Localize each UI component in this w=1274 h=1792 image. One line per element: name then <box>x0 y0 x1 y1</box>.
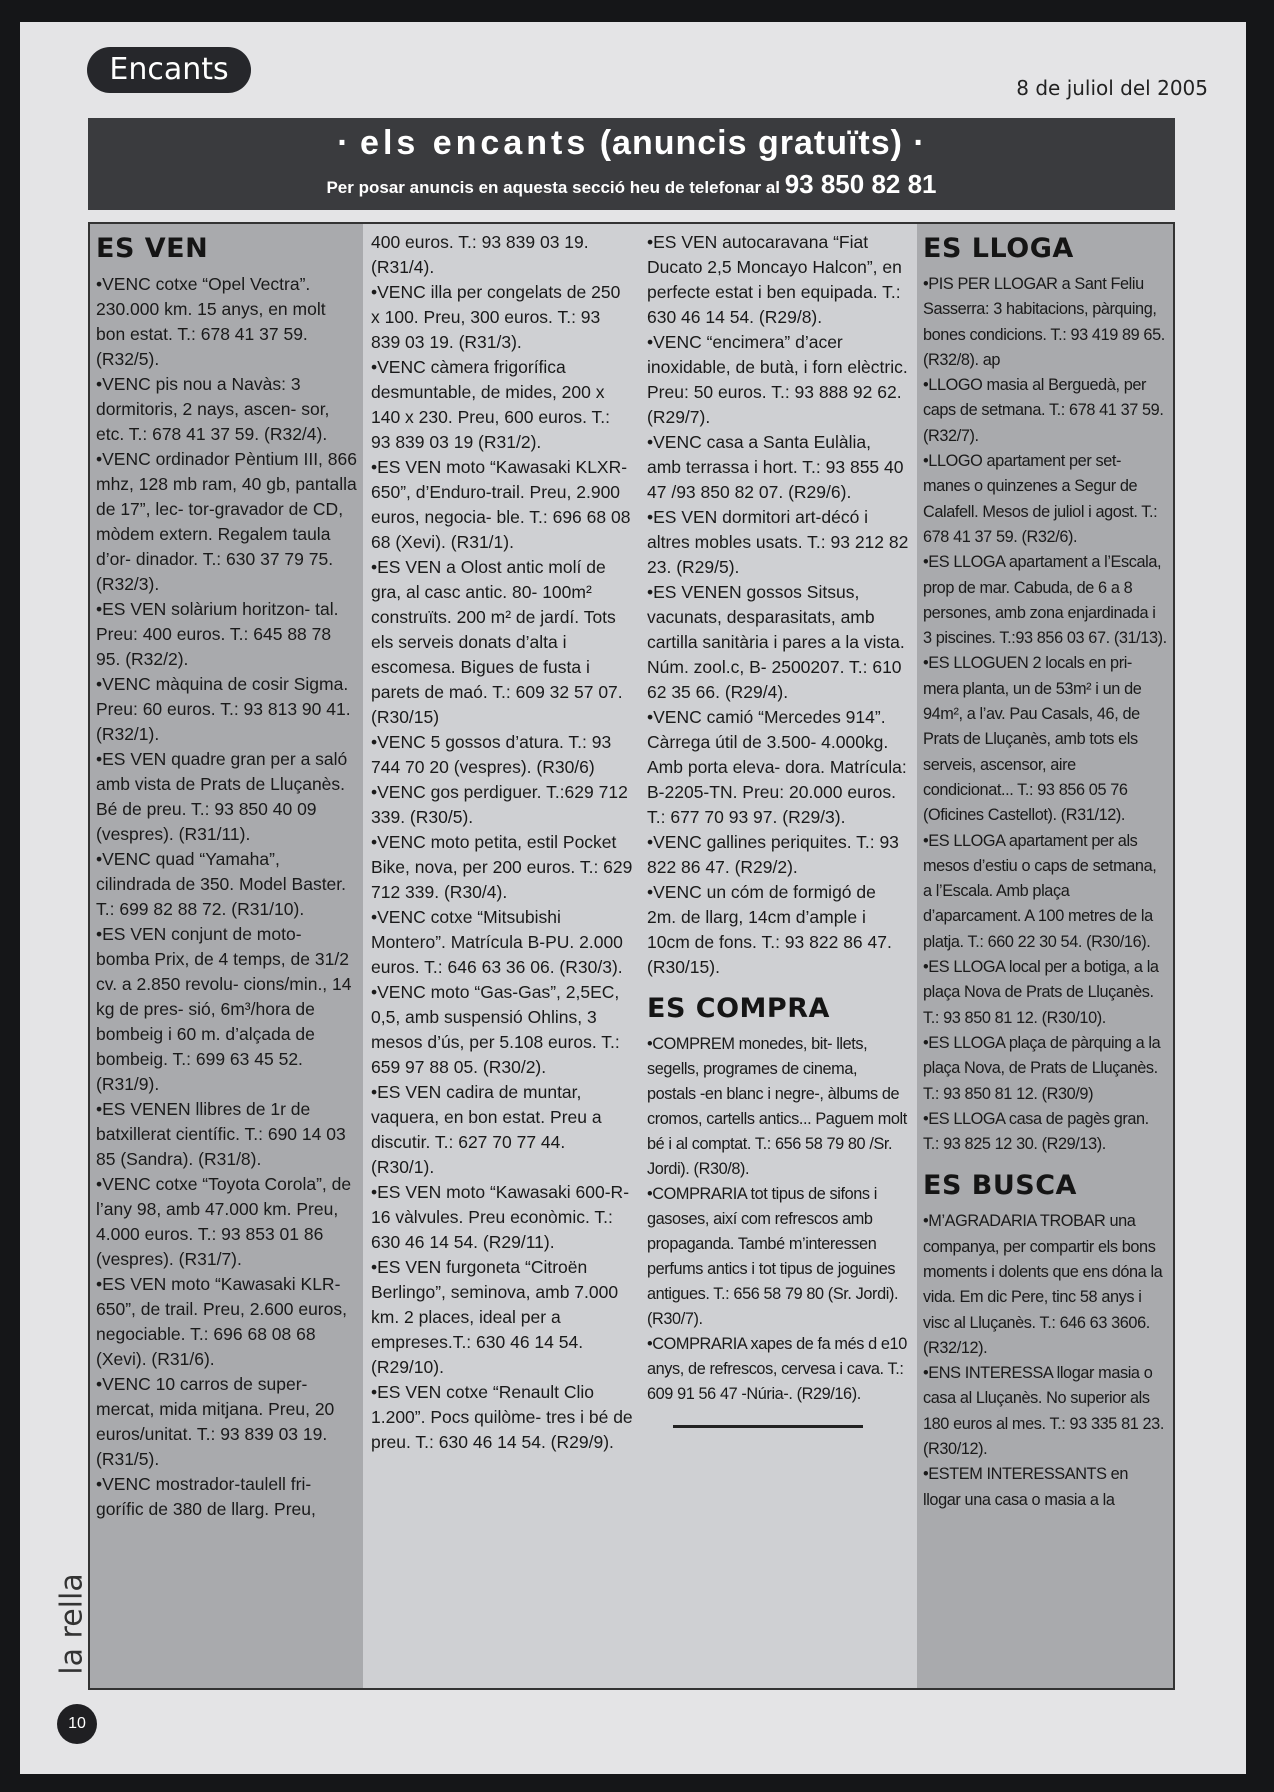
classified-ad: •ES LLOGA apartament per als mesos d’estiu o caps de setmana, a l’Escala. Amb plaça d’aparcament. A 100 metres de la platja. T.: 660 22 30 54. (R30/16). <box>923 831 1157 951</box>
classified-ad: •VENC gos perdiguer. T.:629 712 339. (R30/5). <box>371 782 628 827</box>
ads-list-busca <box>923 1209 1167 1513</box>
classified-ad: •LLOGO masia al Berguedà, per caps de setmana. T.: 678 41 37 59. (R32/7). <box>923 376 1164 445</box>
column-2 <box>365 224 639 1688</box>
classified-ad: •VENC màquina de cosir Sigma. Preu: 60 euros. T.: 93 813 90 41. (R32/1). <box>96 674 351 744</box>
classified-ad: •COMPRARIA xapes de fa més d e10 anys, de refrescos, cervesa i cava. T.: 609 91 56 47 -Núria-. (R29/16). <box>647 1335 907 1403</box>
classified-ad: •ES LLOGUEN 2 locals en pri- mera planta, un de 53m² i un de 94m², a l’av. Pau Casals, 46, de Prats de Lluçanès, amb tots els serveis, ascensor, aire condicionat... T.: 93 856 05 76 (Oficines Castellot). (R31/12). <box>923 654 1142 825</box>
classified-ad: •VENC gallines periquites. T.: 93 822 86 47. (R29/2). <box>647 832 899 877</box>
classified-ad: •ES VEN cadira de muntar, vaquera, en bon estat. Preu a discutir. T.: 627 70 77 44. (R30/1). <box>371 1082 602 1177</box>
banner-title-prefix: · <box>337 124 361 162</box>
classified-ad: •ES VEN moto “Kawasaki 600-R-16 vàlvules. Preu econòmic. T.: 630 46 14 54. (R29/11). <box>371 1182 630 1252</box>
classified-ad: •ES VEN autocaravana “Fiat Ducato 2,5 Moncayo Halcon”, en perfecte estat i ben equipada. T.: 630 46 14 54. (R29/8). <box>647 232 902 327</box>
classified-ad: •VENC 5 gossos d’atura. T.: 93 744 70 20 (vespres). (R30/6) <box>371 732 612 777</box>
classified-ad: •VENC ordinador Pèntium III, 866 mhz, 128 mb ram, 40 gb, pantalla de 17”, lec- tor-gravador de CD, mòdem extern. Regalem taula d’or- dinador. T.: 630 37 79 75. (R32/3). <box>96 449 357 594</box>
ads-list-col1 <box>96 272 357 1522</box>
classified-ad: •VENC illa per congelats de 250 x 100. Preu, 300 euros. T.: 93 839 03 19. (R31/3). <box>371 282 621 352</box>
classified-ad: •VENC camió “Mercedes 914”. Càrrega útil de 3.500- 4.000kg. Amb porta eleva- dora. Matrícula: B-2205-TN. Preu: 20.000 euros. T.: 677 70 93 97. (R29/3). <box>647 707 907 827</box>
classified-ad: 400 euros. T.: 93 839 03 19. (R31/4). <box>371 232 589 277</box>
classified-ad: •VENC moto “Gas-Gas”, 2,5EC, 0,5, amb suspensió Ohlins, 3 mesos d’ús, per 5.108 euros. T.: 659 97 88 05. (R30/2). <box>371 982 620 1077</box>
banner-subtitle-text: Per posar anuncis en aquesta secció heu de telefonar al <box>326 178 785 197</box>
column-4 <box>917 224 1173 1688</box>
section-heading-es-lloga: ES LLOGA <box>923 233 1074 264</box>
classified-ad: •ESTEM INTERESSANTS en llogar una casa o masia a la <box>923 1465 1128 1509</box>
section-heading-es-busca: ES BUSCA <box>923 1170 1077 1202</box>
side-label-text: la rella <box>54 1573 90 1675</box>
classified-ad: •ES LLOGA casa de pagès gran. T.: 93 825 12 30. (R29/13). <box>923 1109 1149 1154</box>
classified-ad: •ES VENEN llibres de 1r de batxillerat científic. T.: 690 14 03 85 (Sandra). (R31/8). <box>96 1099 346 1169</box>
classified-ad: •ES VEN moto “Kawasaki KLXR-650”, d’Enduro-trail. Preu, 2.900 euros, negocia- ble. T.: 696 68 08 68 (Xevi). (R31/1). <box>371 457 631 552</box>
banner-phone: 93 850 82 81 <box>784 169 937 199</box>
column-end-rule <box>673 1425 863 1428</box>
classified-ad: •VENC casa a Santa Eulàlia, amb terrassa i hort. T.: 93 855 40 47 /93 850 82 07. (R29/6). <box>647 432 904 502</box>
banner-title-rest: (anuncis gratuïts) · <box>589 124 926 162</box>
side-label <box>52 1573 92 1675</box>
classified-ad: •VENC quad “Yamaha”, cilindrada de 350. Model Baster. T.: 699 82 88 72. (R31/10). <box>96 849 347 919</box>
classified-ad: •ES VEN quadre gran per a saló amb vista de Prats de Lluçanès. Bé de preu. T.: 93 850 40 09 (vespres). (R31/11). <box>96 749 348 844</box>
section-tab: Encants <box>87 47 251 93</box>
classified-ad: •VENC mostrador-taulell fri- gorífic de 380 de llarg. Preu, <box>96 1474 316 1519</box>
ads-list-col3 <box>647 230 909 980</box>
classified-ad: •VENC 10 carros de super- mercat, mida mitjana. Preu, 20 euros/unitat. T.: 93 839 03 19. (R31/5). <box>96 1374 335 1469</box>
banner-title-spaced: els encants <box>360 124 590 162</box>
classified-ad: •ES VEN a Olost antic molí de gra, al casc antic. 80- 100m² construïts. 200 m² de jardí. Tots els serveis donats d’alta i escomesa. Bigues de fusta i parets de maó. T.: 609 32 57 07. (R30/15) <box>371 557 623 727</box>
classified-ad: •ES VEN moto “Kawasaki KLR-650”, de trail. Preu, 2.600 euros, negociable. T.: 696 68 08 68 (Xevi). (R31/6). <box>96 1274 347 1369</box>
classified-ad: •VENC un cóm de formigó de 2m. de llarg, 14cm d’ample i 10cm de fons. T.: 93 822 86 47. (R30/15). <box>647 882 892 977</box>
classified-ad: •VENC cotxe “Toyota Corola”, de l’any 98, amb 47.000 km. Preu, 4.000 euros. T.: 93 853 01 86 (vespres). (R31/7). <box>96 1174 352 1269</box>
ads-list-compra <box>647 1032 909 1407</box>
issue-date: 8 de juliol del 2005 <box>1016 76 1208 100</box>
classified-ad: •VENC moto petita, estil Pocket Bike, nova, per 200 euros. T.: 629 712 339. (R30/4). <box>371 832 633 902</box>
classified-ad: •ES LLOGA plaça de pàrquing a la plaça Nova, de Prats de Lluçanès. T.: 93 850 81 12. (R30/9) <box>923 1033 1161 1103</box>
banner-title <box>88 124 1175 163</box>
section-heading-es-ven: ES VEN <box>96 233 209 264</box>
classified-ad: •VENC càmera frigorífica desmuntable, de mides, 200 x 140 x 230. Preu, 600 euros. T.: 93 839 03 19 (R31/2). <box>371 357 611 452</box>
classified-ad: •ES VENEN gossos Sitsus, vacunats, desparasitats, amb cartilla sanitària i pares a la vista. Núm. zool.c, B- 2500207. T.: 610 62 35 66. (R29/4). <box>647 582 905 702</box>
classified-ad: •COMPREM monedes, bit- llets, segells, programes de cinema, postals -en blanc i negre-, àlbums de cromos, cartells antics... Paguem molt bé i al comptat. T.: 656 58 79 80 /Sr. Jordi). (R30/8). <box>647 1035 907 1178</box>
classified-ad: •ES VEN conjunt de moto- bomba Prix, de 4 temps, de 31/2 cv. a 2.850 revolu- cions/min., 14 kg de pres- sió, 6m³/hora de bombeig i 60 m. d’alçada de bombeig. T.: 699 63 45 52. (R31/9). <box>96 924 352 1094</box>
classified-ad: •ES VEN furgoneta “Citroën Berlingo”, seminova, amb 7.000 km. 2 places, ideal per a empreses.T.: 630 46 14 54. (R29/10). <box>371 1257 619 1377</box>
classifieds-box <box>88 222 1175 1690</box>
classified-ad: •ES VEN cotxe “Renault Clio 1.200”. Pocs quilòme- tres i bé de preu. T.: 630 46 14 54. (R29/9). <box>371 1382 633 1452</box>
banner-subtitle <box>88 169 1175 200</box>
classifieds-banner <box>88 118 1175 210</box>
classified-ad: •VENC “encimera” d’acer inoxidable, de butà, i forn elèctric. Preu: 50 euros. T.: 93 888 92 62.(R29/7). <box>647 332 908 427</box>
column-3 <box>641 224 915 1688</box>
classified-ad: •ENS INTERESSA llogar masia o casa al Lluçanès. No superior als 180 euros al mes. T.: 93 335 81 23. (R30/12). <box>923 1364 1164 1459</box>
column-1 <box>90 224 363 1688</box>
ads-list-col2 <box>371 230 633 1455</box>
ads-list-lloga <box>923 272 1167 1157</box>
classified-ad: •COMPRARIA tot tipus de sifons i gasoses, així com refrescos amb propaganda. També m’interessen perfums antics i tot tipus de joguines antigues. T.: 656 58 79 80 (Sr. Jordi). (R30/7). <box>647 1185 899 1328</box>
page-number: 10 <box>57 1704 97 1744</box>
classified-ad: •ES VEN solàrium horitzon- tal. Preu: 400 euros. T.: 645 88 78 95. (R32/2). <box>96 599 339 669</box>
classified-ad: •VENC pis nou a Navàs: 3 dormitoris, 2 nays, ascen- sor, etc. T.: 678 41 37 59. (R32/4). <box>96 374 330 444</box>
classified-ad: •M’AGRADARIA TROBAR una companya, per compartir els bons moments i dolents que ens dóna la vida. Em dic Pere, tinc 58 anys i visc al Lluçanès. T.: 646 63 3606. (R32/12). <box>923 1212 1163 1357</box>
classified-ad: •VENC cotxe “Mitsubishi Montero”. Matrícula B-PU. 2.000 euros. T.: 646 63 36 06. (R30/3). <box>371 907 623 977</box>
classified-ad: •VENC cotxe “Opel Vectra”. 230.000 km. 15 anys, en molt bon estat. T.: 678 41 37 59. (R32/5). <box>96 274 326 369</box>
classified-ad: •ES VEN dormitori art-décó i altres mobles usats. T.: 93 212 82 23. (R29/5). <box>647 507 909 577</box>
section-heading-es-compra: ES COMPRA <box>647 993 830 1024</box>
classified-ad: •ES LLOGA apartament a l’Escala, prop de mar. Cabuda, de 6 a 8 persones, amb zona enjardinada i 3 piscines. T.:93 856 03 67. (31/13). <box>923 553 1167 648</box>
classified-ad: •PIS PER LLOGAR a Sant Feliu Sasserra: 3 habitacions, pàrquing, bones condicions. T.: 93 419 89 65. (R32/8). ap <box>923 275 1165 369</box>
classified-ad: •ES LLOGA local per a botiga, a la plaça Nova de Prats de Lluçanès. T.: 93 850 81 12. (R30/10). <box>923 958 1159 1027</box>
classified-ad: •LLOGO apartament per set- manes o quinzenes a Segur de Calafell. Mesos de juliol i agost. T.: 678 41 37 59. (R32/6). <box>923 452 1158 546</box>
